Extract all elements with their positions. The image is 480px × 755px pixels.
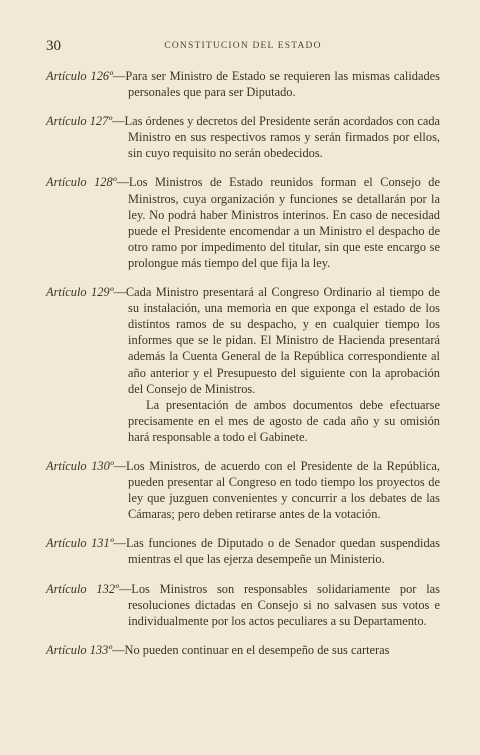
article-126 <box>46 68 440 100</box>
article-paragraph <box>46 535 440 567</box>
article-131 <box>46 535 440 567</box>
article-paragraph <box>46 68 440 100</box>
article-paragraph <box>46 174 440 271</box>
article-continuation: La presentación de ambos documentos debe efectuarse precisamente en el mes de agosto de cada año y su omisión hará responsable a todo el Gabinete. <box>128 397 440 444</box>
article-text: —Los Ministros de Estado reunidos forman el Consejo de Ministros, cuya organización y funciones se detallarán por la ley. No podrá haber Ministros interinos. En caso de necesidad puede el Presidente encomendar a un Ministro el despacho de otro ramo por impedimento del titular, sin que este encargo se prolongue más tiempo del que fija la ley. <box>116 175 440 270</box>
article-128 <box>46 174 440 271</box>
article-text: —Cada Ministro presentará al Congreso Ordinario al tiempo de su instalación, una memoria en que exponga el estado de los distintos ramos de su despacho, y en cualquier tiempo los informes que se le pidan. El Ministro de Hacienda presentará además la Cuenta General de la República correspondiente al año anterior y el Presupuesto del siguiente con la aprobación del Consejo de Ministros. <box>113 285 440 396</box>
article-label: Artículo 129º <box>46 285 114 300</box>
article-130 <box>46 458 440 522</box>
article-paragraph <box>46 284 440 397</box>
article-text: —Para ser Ministro de Estado se requieren las mismas calidades personales que para ser Diputado. <box>112 69 440 100</box>
article-label: Artículo 132º <box>46 581 119 596</box>
article-label: Artículo 130º <box>46 458 114 473</box>
article-label: Artículo 131º <box>46 536 114 551</box>
article-133 <box>46 642 440 658</box>
running-head: CONSTITUCION DEL ESTADO <box>164 41 322 51</box>
article-text: —Las órdenes y decretos del Presidente serán acordados con cada Ministro en sus respectivos ramos y serán firmados por ellos, sin cuyo requisito no serán obedecidos. <box>112 114 441 161</box>
article-129 <box>46 284 440 445</box>
article-text: —Los Ministros son responsables solidariamente por las resoluciones dictadas en Consejo si no salvasen sus votos e individualmente por los actos peculiares a su Departamento. <box>118 581 440 628</box>
article-label: Artículo 133º <box>46 642 113 657</box>
article-paragraph <box>46 458 440 522</box>
article-text: —Los Ministros, de acuerdo con el Presidente de la República, pueden presentar al Congreso en todo tiempo los proyectos de ley que juzguen convenientes y concurrir a los debates de las Cámaras; pero deben retirarse antes de la votación. <box>113 458 441 522</box>
article-label: Artículo 127º <box>46 114 113 129</box>
article-text: —No pueden continuar en el desempeño de sus carteras <box>112 642 390 657</box>
article-label: Artículo 128º <box>46 175 117 190</box>
article-paragraph <box>46 642 440 658</box>
document-body <box>46 68 440 671</box>
article-paragraph <box>46 581 440 629</box>
article-text: —Las funciones de Diputado o de Senador quedan suspendidas mientras el que las ejerza desempeñe un Ministerio. <box>113 536 440 567</box>
article-paragraph <box>46 113 440 161</box>
article-127 <box>46 113 440 161</box>
article-label: Artículo 126º <box>46 69 113 83</box>
page-number: 30 <box>46 38 61 54</box>
page-header <box>46 38 440 58</box>
article-132 <box>46 581 440 629</box>
